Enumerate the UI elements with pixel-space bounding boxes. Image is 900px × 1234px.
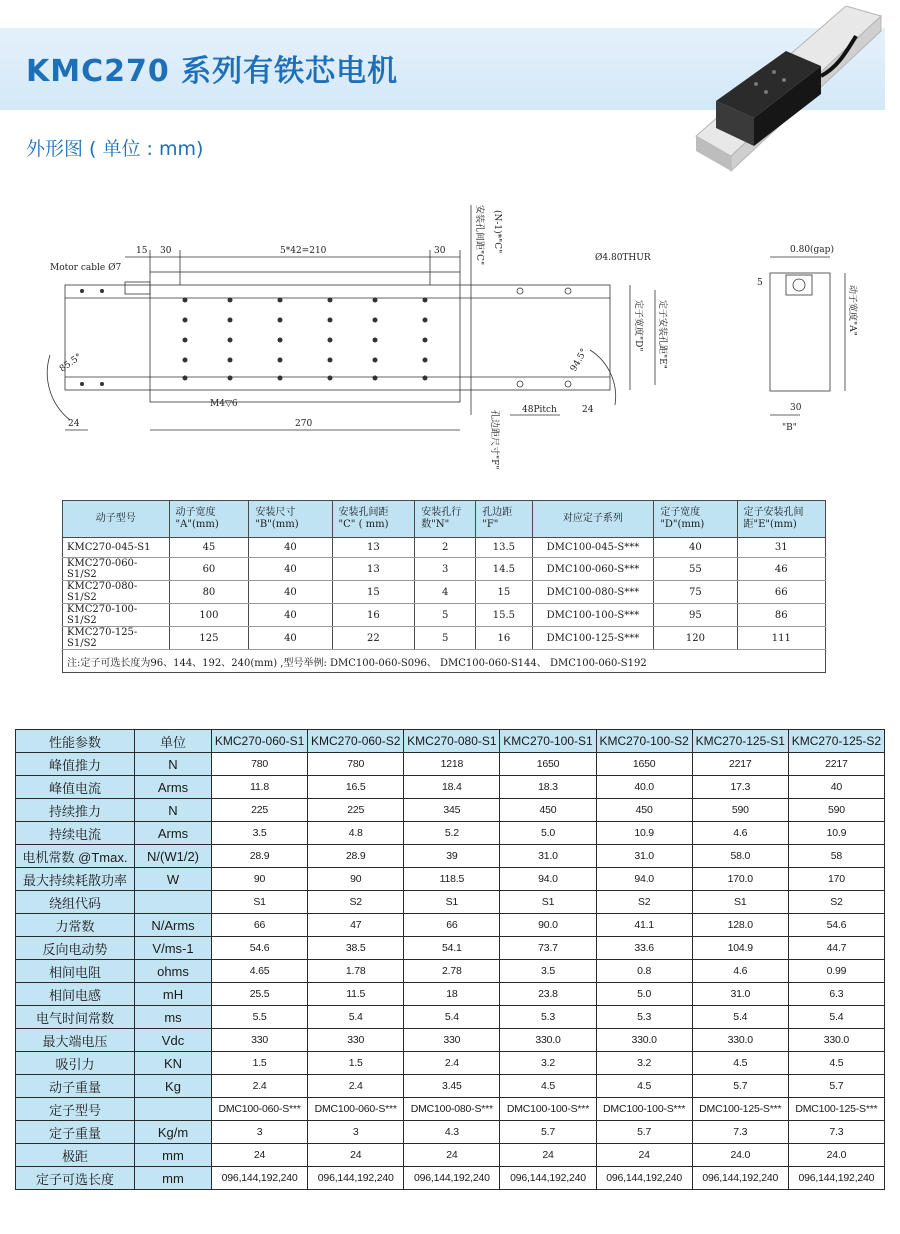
perf-value-cell: 7.3: [788, 1121, 884, 1144]
perf-value-cell: 330: [308, 1029, 404, 1052]
perf-value-cell: 1.78: [308, 960, 404, 983]
spec-header-stator: 对应定子系列: [532, 501, 654, 538]
performance-table: [15, 729, 885, 1190]
perf-value-cell: 2217: [692, 753, 788, 776]
table-row: [16, 1121, 885, 1144]
perf-value-cell: 3.45: [404, 1075, 500, 1098]
perf-value-cell: 24: [596, 1144, 692, 1167]
perf-header-model: KMC270-125-S2: [788, 730, 884, 753]
perf-value-cell: 5.4: [404, 1006, 500, 1029]
perf-value-cell: 90: [308, 868, 404, 891]
perf-value-cell: 40: [788, 776, 884, 799]
perf-value-cell: S1: [500, 891, 596, 914]
perf-value-cell: 54.6: [788, 914, 884, 937]
perf-value-cell: 2.4: [404, 1052, 500, 1075]
label-edge-f: 孔边距尺寸"F": [489, 410, 499, 470]
spec-cell: KMC270-060-S1/S2: [63, 558, 170, 581]
label-dim-30-left: 30: [160, 246, 172, 256]
perf-value-cell: 31.0: [596, 845, 692, 868]
label-thru-hole: Ø4.80THUR: [595, 253, 651, 263]
label-dim-30-right: 30: [434, 246, 446, 256]
perf-unit-label: mm: [135, 1144, 212, 1167]
spec-cell: 31: [737, 538, 825, 558]
perf-header-model: KMC270-125-S1: [692, 730, 788, 753]
perf-param-label: 持续电流: [16, 822, 135, 845]
label-pitch-48: 48Pitch: [522, 405, 557, 415]
perf-value-cell: 5.7: [788, 1075, 884, 1098]
table-row: [16, 937, 885, 960]
perf-value-cell: 5.4: [692, 1006, 788, 1029]
perf-unit-label: mH: [135, 983, 212, 1006]
perf-value-cell: 66: [212, 914, 308, 937]
perf-value-cell: 24.0: [788, 1144, 884, 1167]
perf-value-cell: DMC100-100-S***: [596, 1098, 692, 1121]
label-dim-5: 5: [757, 278, 763, 288]
perf-value-cell: 18.4: [404, 776, 500, 799]
perf-value-cell: 5.3: [500, 1006, 596, 1029]
perf-value-cell: 4.5: [692, 1052, 788, 1075]
mover-outline: [150, 272, 460, 402]
spec-cell: 60: [169, 558, 249, 581]
spec-cell: DMC100-100-S***: [532, 604, 654, 627]
table-row: [63, 538, 826, 558]
label-dim-30-b: 30: [790, 403, 802, 413]
perf-value-cell: 170: [788, 868, 884, 891]
perf-value-cell: S2: [308, 891, 404, 914]
spec-header-row: [63, 501, 826, 538]
spec-header-n: 安装孔行 数"N": [415, 501, 476, 538]
perf-value-cell: 0.99: [788, 960, 884, 983]
spec-cell: 40: [249, 627, 332, 650]
perf-unit-label: W: [135, 868, 212, 891]
perf-value-cell: S2: [788, 891, 884, 914]
perf-value-cell: 47: [308, 914, 404, 937]
label-m4: M4▽6: [210, 399, 238, 409]
perf-value-cell: 345: [404, 799, 500, 822]
perf-value-cell: 780: [212, 753, 308, 776]
spec-cell: 5: [415, 627, 476, 650]
perf-value-cell: 73.7: [500, 937, 596, 960]
label-dim-270: 270: [295, 419, 313, 429]
perf-value-cell: 11.8: [212, 776, 308, 799]
perf-value-cell: 4.6: [692, 822, 788, 845]
label-hole-c: 安装孔间距"C": [474, 205, 484, 266]
spec-cell: 86: [737, 604, 825, 627]
perf-value-cell: 096,144,192,240: [500, 1167, 596, 1190]
spec-cell: 13.5: [476, 538, 532, 558]
perf-value-cell: 2.4: [308, 1075, 404, 1098]
perf-value-cell: 5.5: [212, 1006, 308, 1029]
perf-value-cell: 590: [692, 799, 788, 822]
label-stator-width-d: 定子宽度"D": [633, 300, 643, 352]
perf-unit-label: Kg: [135, 1075, 212, 1098]
perf-param-label: 吸引力: [16, 1052, 135, 1075]
perf-header-model: KMC270-100-S2: [596, 730, 692, 753]
perf-value-cell: 24.0: [692, 1144, 788, 1167]
spec-cell: 120: [654, 627, 737, 650]
perf-value-cell: 590: [788, 799, 884, 822]
perf-value-cell: 128.0: [692, 914, 788, 937]
product-photo: [686, 6, 886, 176]
spec-cell: 45: [169, 538, 249, 558]
spec-cell: 5: [415, 604, 476, 627]
perf-value-cell: 225: [212, 799, 308, 822]
perf-value-cell: 58: [788, 845, 884, 868]
perf-header-model: KMC270-060-S1: [212, 730, 308, 753]
perf-value-cell: 6.3: [788, 983, 884, 1006]
perf-value-cell: 2.78: [404, 960, 500, 983]
perf-unit-label: Vdc: [135, 1029, 212, 1052]
drawing-subtitle: 外形图 ( 单位 : mm): [26, 138, 204, 160]
perf-value-cell: 25.5: [212, 983, 308, 1006]
spec-header-f: 孔边距 "F": [476, 501, 532, 538]
perf-value-cell: 2217: [788, 753, 884, 776]
perf-param-label: 定子可选长度: [16, 1167, 135, 1190]
perf-value-cell: 096,144,192,240: [308, 1167, 404, 1190]
spec-header-d: 定子宽度 "D"(mm): [654, 501, 737, 538]
perf-value-cell: 3.5: [500, 960, 596, 983]
perf-value-cell: 5.4: [308, 1006, 404, 1029]
perf-value-cell: 24: [308, 1144, 404, 1167]
perf-header-param: 性能参数: [16, 730, 135, 753]
perf-value-cell: DMC100-060-S***: [212, 1098, 308, 1121]
table-row: [16, 1006, 885, 1029]
perf-value-cell: 4.8: [308, 822, 404, 845]
label-dim-24-right: 24: [582, 405, 594, 415]
perf-header-model: KMC270-060-S2: [308, 730, 404, 753]
table-row: [16, 753, 885, 776]
perf-value-cell: 4.3: [404, 1121, 500, 1144]
spec-cell: KMC270-100-S1/S2: [63, 604, 170, 627]
perf-value-cell: DMC100-080-S***: [404, 1098, 500, 1121]
spec-cell: 13: [332, 558, 415, 581]
spec-cell: KMC270-045-S1: [63, 538, 170, 558]
perf-value-cell: 17.3: [692, 776, 788, 799]
perf-unit-label: N/(W1/2): [135, 845, 212, 868]
spec-cell: 15: [332, 581, 415, 604]
stator-hole: [517, 288, 523, 294]
spec-cell: 100: [169, 604, 249, 627]
label-angle-left: 85.5°: [57, 352, 84, 375]
table-row: [16, 960, 885, 983]
spec-cell: 125: [169, 627, 249, 650]
table-row: [16, 1167, 885, 1190]
perf-value-cell: 096,144,192,240: [788, 1167, 884, 1190]
perf-value-cell: 1.5: [308, 1052, 404, 1075]
perf-param-label: 电机常数 @Tmax.: [16, 845, 135, 868]
table-row: [16, 776, 885, 799]
perf-value-cell: DMC100-125-S***: [692, 1098, 788, 1121]
perf-param-label: 反向电动势: [16, 937, 135, 960]
perf-value-cell: 39: [404, 845, 500, 868]
spec-cell: 40: [249, 538, 332, 558]
perf-unit-label: mm: [135, 1167, 212, 1190]
perf-value-cell: 90.0: [500, 914, 596, 937]
spec-cell: 14.5: [476, 558, 532, 581]
perf-value-cell: 096,144,192,240: [212, 1167, 308, 1190]
perf-value-cell: 66: [404, 914, 500, 937]
perf-param-label: 最大端电压: [16, 1029, 135, 1052]
perf-value-cell: 3.2: [500, 1052, 596, 1075]
perf-value-cell: 38.5: [308, 937, 404, 960]
perf-value-cell: 18: [404, 983, 500, 1006]
spec-cell: 80: [169, 581, 249, 604]
perf-value-cell: 1218: [404, 753, 500, 776]
mover-hole-grid: [183, 298, 428, 381]
table-row: [16, 845, 885, 868]
perf-value-cell: 0.8: [596, 960, 692, 983]
perf-value-cell: DMC100-125-S***: [788, 1098, 884, 1121]
perf-value-cell: 24: [500, 1144, 596, 1167]
label-motor-cable: Motor cable Ø7: [50, 263, 122, 273]
perf-value-cell: 54.1: [404, 937, 500, 960]
perf-value-cell: 5.0: [500, 822, 596, 845]
label-b: "B": [782, 423, 797, 433]
spec-cell: 111: [737, 627, 825, 650]
perf-value-cell: 31.0: [500, 845, 596, 868]
perf-value-cell: 5.4: [788, 1006, 884, 1029]
spec-note: 注:定子可选长度为96、144、192、240(mm) ,型号举例: DMC100-060-S096、 DMC100-060-S144、 DMC100-060-S192: [63, 650, 826, 673]
spec-cell: KMC270-125-S1/S2: [63, 627, 170, 650]
perf-value-cell: DMC100-100-S***: [500, 1098, 596, 1121]
perf-header-unit: 单位: [135, 730, 212, 753]
perf-value-cell: 54.6: [212, 937, 308, 960]
table-row: [63, 604, 826, 627]
perf-value-cell: S2: [596, 891, 692, 914]
table-row: [16, 822, 885, 845]
perf-unit-label: KN: [135, 1052, 212, 1075]
perf-value-cell: 18.3: [500, 776, 596, 799]
perf-value-cell: 10.9: [596, 822, 692, 845]
table-row: [16, 983, 885, 1006]
perf-value-cell: 4.5: [596, 1075, 692, 1098]
perf-value-cell: 450: [500, 799, 596, 822]
spec-cell: 55: [654, 558, 737, 581]
table-row: [16, 914, 885, 937]
perf-value-cell: 096,144,192,240: [596, 1167, 692, 1190]
perf-value-cell: 4.5: [500, 1075, 596, 1098]
label-dim-24-left: 24: [68, 419, 80, 429]
perf-value-cell: 5.3: [596, 1006, 692, 1029]
spec-cell: 15.5: [476, 604, 532, 627]
stator-outline: [65, 285, 610, 390]
table-row: [16, 1075, 885, 1098]
perf-value-cell: 5.7: [500, 1121, 596, 1144]
perf-value-cell: 225: [308, 799, 404, 822]
spec-cell: 16: [476, 627, 532, 650]
table-row: [16, 799, 885, 822]
perf-header-model: KMC270-100-S1: [500, 730, 596, 753]
perf-value-cell: 4.6: [692, 960, 788, 983]
perf-param-label: 相间电感: [16, 983, 135, 1006]
perf-value-cell: 5.7: [596, 1121, 692, 1144]
perf-value-cell: 41.1: [596, 914, 692, 937]
perf-value-cell: 94.0: [500, 868, 596, 891]
table-note-row: [63, 650, 826, 673]
perf-value-cell: 7.3: [692, 1121, 788, 1144]
spec-cell: DMC100-060-S***: [532, 558, 654, 581]
perf-header-row: [16, 730, 885, 753]
perf-value-cell: 3.5: [212, 822, 308, 845]
perf-unit-label: Arms: [135, 822, 212, 845]
table-row: [63, 627, 826, 650]
perf-value-cell: 330.0: [788, 1029, 884, 1052]
perf-value-cell: 10.9: [788, 822, 884, 845]
table-row: [16, 1098, 885, 1121]
perf-value-cell: 94.0: [596, 868, 692, 891]
spec-cell: DMC100-125-S***: [532, 627, 654, 650]
perf-value-cell: 24: [212, 1144, 308, 1167]
table-row: [63, 581, 826, 604]
perf-value-cell: 1650: [596, 753, 692, 776]
table-row: [16, 1144, 885, 1167]
perf-value-cell: 780: [308, 753, 404, 776]
perf-value-cell: S1: [212, 891, 308, 914]
spec-cell: 46: [737, 558, 825, 581]
perf-value-cell: 44.7: [788, 937, 884, 960]
label-dim-15: 15: [136, 246, 148, 256]
perf-value-cell: 5.7: [692, 1075, 788, 1098]
spec-header-e: 定子安装孔间 距"E"(mm): [737, 501, 825, 538]
spec-cell: 15: [476, 581, 532, 604]
perf-param-label: 力常数: [16, 914, 135, 937]
spec-cell: 22: [332, 627, 415, 650]
spec-cell: 40: [249, 604, 332, 627]
perf-value-cell: 24: [404, 1144, 500, 1167]
spec-cell: DMC100-080-S***: [532, 581, 654, 604]
perf-value-cell: 4.5: [788, 1052, 884, 1075]
perf-value-cell: 2.4: [212, 1075, 308, 1098]
spec-cell: 3: [415, 558, 476, 581]
perf-unit-label: [135, 891, 212, 914]
perf-value-cell: 5.2: [404, 822, 500, 845]
spec-cell: 40: [654, 538, 737, 558]
perf-param-label: 持续推力: [16, 799, 135, 822]
perf-unit-label: V/ms-1: [135, 937, 212, 960]
spec-cell: DMC100-045-S***: [532, 538, 654, 558]
perf-value-cell: 1650: [500, 753, 596, 776]
perf-value-cell: 3: [212, 1121, 308, 1144]
perf-value-cell: 11.5: [308, 983, 404, 1006]
spec-cell: 66: [737, 581, 825, 604]
table-row: [16, 891, 885, 914]
spec-cell: 16: [332, 604, 415, 627]
perf-value-cell: 33.6: [596, 937, 692, 960]
perf-value-cell: 16.5: [308, 776, 404, 799]
perf-header-model: KMC270-080-S1: [404, 730, 500, 753]
perf-param-label: 峰值电流: [16, 776, 135, 799]
spec-header-model: 动子型号: [63, 501, 170, 538]
spec-cell: 2: [415, 538, 476, 558]
spec-header-b: 安装尺寸 "B"(mm): [249, 501, 332, 538]
label-stator-hole-e: 定子安装孔距"E": [657, 300, 667, 369]
label-dim-pitch: 5*42=210: [280, 246, 327, 256]
perf-param-label: 定子型号: [16, 1098, 135, 1121]
table-row: [16, 1029, 885, 1052]
spec-cell: 40: [249, 558, 332, 581]
spec-cell: 40: [249, 581, 332, 604]
perf-param-label: 最大持续耗散功率: [16, 868, 135, 891]
perf-unit-label: ms: [135, 1006, 212, 1029]
label-gap: 0.80(gap): [790, 245, 834, 255]
perf-value-cell: S1: [692, 891, 788, 914]
perf-value-cell: 330.0: [500, 1029, 596, 1052]
perf-value-cell: 118.5: [404, 868, 500, 891]
perf-value-cell: 3: [308, 1121, 404, 1144]
perf-unit-label: Kg/m: [135, 1121, 212, 1144]
label-mover-width-a: 动子宽度"A": [847, 285, 857, 336]
spec-cell: 13: [332, 538, 415, 558]
perf-unit-label: N: [135, 799, 212, 822]
perf-value-cell: 1.5: [212, 1052, 308, 1075]
spec-header-a: 动子宽度 "A"(mm): [169, 501, 249, 538]
spec-cell: 4: [415, 581, 476, 604]
perf-unit-label: N/Arms: [135, 914, 212, 937]
perf-value-cell: 170.0: [692, 868, 788, 891]
perf-value-cell: 23.8: [500, 983, 596, 1006]
spec-table: [62, 500, 826, 673]
spec-cell: 95: [654, 604, 737, 627]
outline-drawing: [30, 190, 880, 480]
perf-unit-label: Arms: [135, 776, 212, 799]
perf-value-cell: 5.0: [596, 983, 692, 1006]
perf-value-cell: 096,144,192,240: [692, 1167, 788, 1190]
spec-cell: KMC270-080-S1/S2: [63, 581, 170, 604]
perf-value-cell: 330.0: [596, 1029, 692, 1052]
perf-value-cell: 330.0: [692, 1029, 788, 1052]
perf-param-label: 峰值推力: [16, 753, 135, 776]
perf-value-cell: 31.0: [692, 983, 788, 1006]
perf-value-cell: S1: [404, 891, 500, 914]
perf-param-label: 电气时间常数: [16, 1006, 135, 1029]
perf-unit-label: N: [135, 753, 212, 776]
table-row: [16, 1052, 885, 1075]
perf-value-cell: 58.0: [692, 845, 788, 868]
perf-param-label: 动子重量: [16, 1075, 135, 1098]
label-hole-nc: (N-1)*"C": [492, 210, 502, 254]
spec-cell: 75: [654, 581, 737, 604]
table-row: [63, 558, 826, 581]
perf-param-label: 极距: [16, 1144, 135, 1167]
perf-value-cell: 330: [212, 1029, 308, 1052]
perf-value-cell: 3.2: [596, 1052, 692, 1075]
perf-param-label: 定子重量: [16, 1121, 135, 1144]
page-title: KMC270 系列有铁芯电机: [26, 54, 399, 89]
table-row: [16, 868, 885, 891]
perf-param-label: 相间电阻: [16, 960, 135, 983]
perf-value-cell: 096,144,192,240: [404, 1167, 500, 1190]
label-angle-right: 94.5°: [568, 347, 590, 374]
perf-value-cell: 104.9: [692, 937, 788, 960]
perf-value-cell: 40.0: [596, 776, 692, 799]
perf-value-cell: DMC100-060-S***: [308, 1098, 404, 1121]
perf-value-cell: 330: [404, 1029, 500, 1052]
perf-unit-label: [135, 1098, 212, 1121]
perf-value-cell: 28.9: [308, 845, 404, 868]
perf-value-cell: 90: [212, 868, 308, 891]
perf-unit-label: ohms: [135, 960, 212, 983]
perf-param-label: 绕组代码: [16, 891, 135, 914]
perf-value-cell: 28.9: [212, 845, 308, 868]
spec-header-c: 安装孔间距 "C" ( mm): [332, 501, 415, 538]
perf-value-cell: 4.65: [212, 960, 308, 983]
perf-value-cell: 450: [596, 799, 692, 822]
